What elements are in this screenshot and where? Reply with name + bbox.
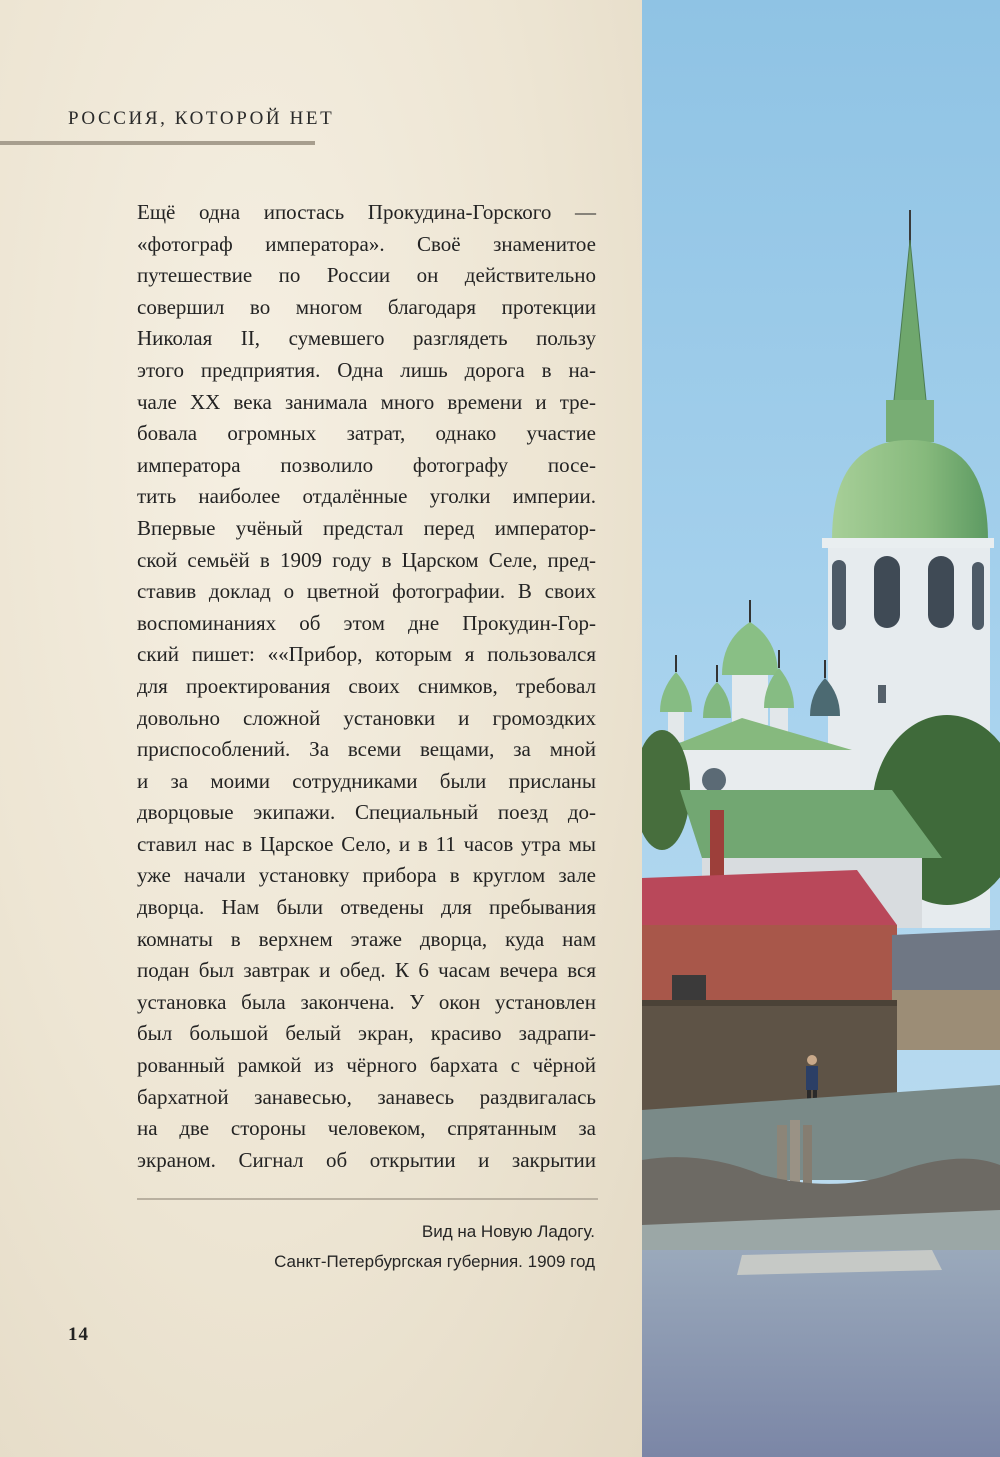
paragraph-line: экраном. Сигнал об открытии и закрытии	[137, 1147, 596, 1172]
paragraph-line: для проектирования своих снимков, требовал	[137, 673, 596, 698]
embankment	[642, 1085, 1000, 1250]
river-water	[642, 1250, 1000, 1457]
paragraph-line: бархатной занавесью, занавесь раздвигалась	[137, 1084, 596, 1109]
paragraph-line: приспособлений. За всеми вещами, за мной	[137, 737, 596, 762]
paragraph-line: Впервые учёный предстал перед император-	[137, 515, 596, 540]
paragraph-line: установка была закончена. У окон установлен	[137, 989, 596, 1014]
caption-rule	[137, 1198, 598, 1200]
paragraph-line: подан был завтрак и обед. К 6 часам вечера вся	[137, 958, 596, 983]
paragraph-line: был большой белый экран, красиво задрапи-	[137, 1021, 596, 1046]
wooden-shed	[892, 930, 1000, 1050]
paragraph-line: дворцовые экипажи. Специальный поезд до-	[137, 800, 596, 825]
page-number: 14	[68, 1324, 89, 1345]
paragraph-line: тить наиболее отдалённые уголки империи.	[137, 484, 596, 509]
paragraph-line: ской семьёй в 1909 году в Царском Селе, пред-	[137, 547, 596, 572]
paragraph-line: дворца. Нам были отведены для пребывания	[137, 895, 596, 920]
paragraph-line: на две стороны человеком, спрятанным за	[137, 1116, 596, 1141]
paragraph-line: уже начали установку прибора в круглом зале	[137, 863, 596, 888]
paragraph-line: совершил во многом благодаря протекции	[137, 294, 596, 319]
running-header: РОССИЯ, КОТОРОЙ НЕТ	[68, 108, 335, 129]
paragraph-line: бовала огромных затрат, однако участие	[137, 421, 596, 446]
paragraph-line: ставив доклад о цветной фотографии. В своих	[137, 579, 596, 604]
paragraph-line: и за моими сотрудниками были присланы	[137, 768, 596, 793]
paragraph-line: этого предприятия. Одна лишь дорога в на-	[137, 357, 596, 382]
paragraph-line: комнаты в верхнем этаже дворца, куда нам	[137, 926, 596, 951]
paragraph-line: путешествие по России он действительно	[137, 263, 596, 288]
caption-line-2: Санкт-Петербургская губерния. 1909 год	[274, 1252, 595, 1271]
paragraph-line: рованный рамкой из чёрного бархата с чёрной	[137, 1053, 596, 1078]
paragraph-line: воспоминаниях об этом дне Прокудин-Гор-	[137, 610, 596, 635]
paragraph-line: ставил нас в Царское Село, и в 11 часов утра мы	[137, 831, 596, 856]
main-paragraph	[137, 197, 596, 1176]
paragraph-line: императора позволило фотографу посе-	[137, 452, 596, 477]
paragraph-line: чале XX века занимала много времени и тре-	[137, 389, 596, 414]
paragraph-line: «фотограф императора». Своё знаменитое	[137, 231, 596, 256]
caption-line-1: Вид на Новую Ладогу.	[421, 1222, 595, 1241]
paragraph-line: Ещё одна ипостась Прокудина-Горского —	[137, 200, 596, 224]
paragraph-line: довольно сложной установки и громоздких	[137, 705, 596, 730]
paragraph-line: Николая II, сумевшего разглядеть пользу	[137, 326, 596, 351]
photo-caption	[274, 1217, 595, 1277]
header-rule	[0, 141, 315, 145]
paragraph-line: ский пишет: ««Прибор, которым я пользовался	[137, 642, 596, 667]
photo-new-ladoga	[642, 0, 1000, 1457]
